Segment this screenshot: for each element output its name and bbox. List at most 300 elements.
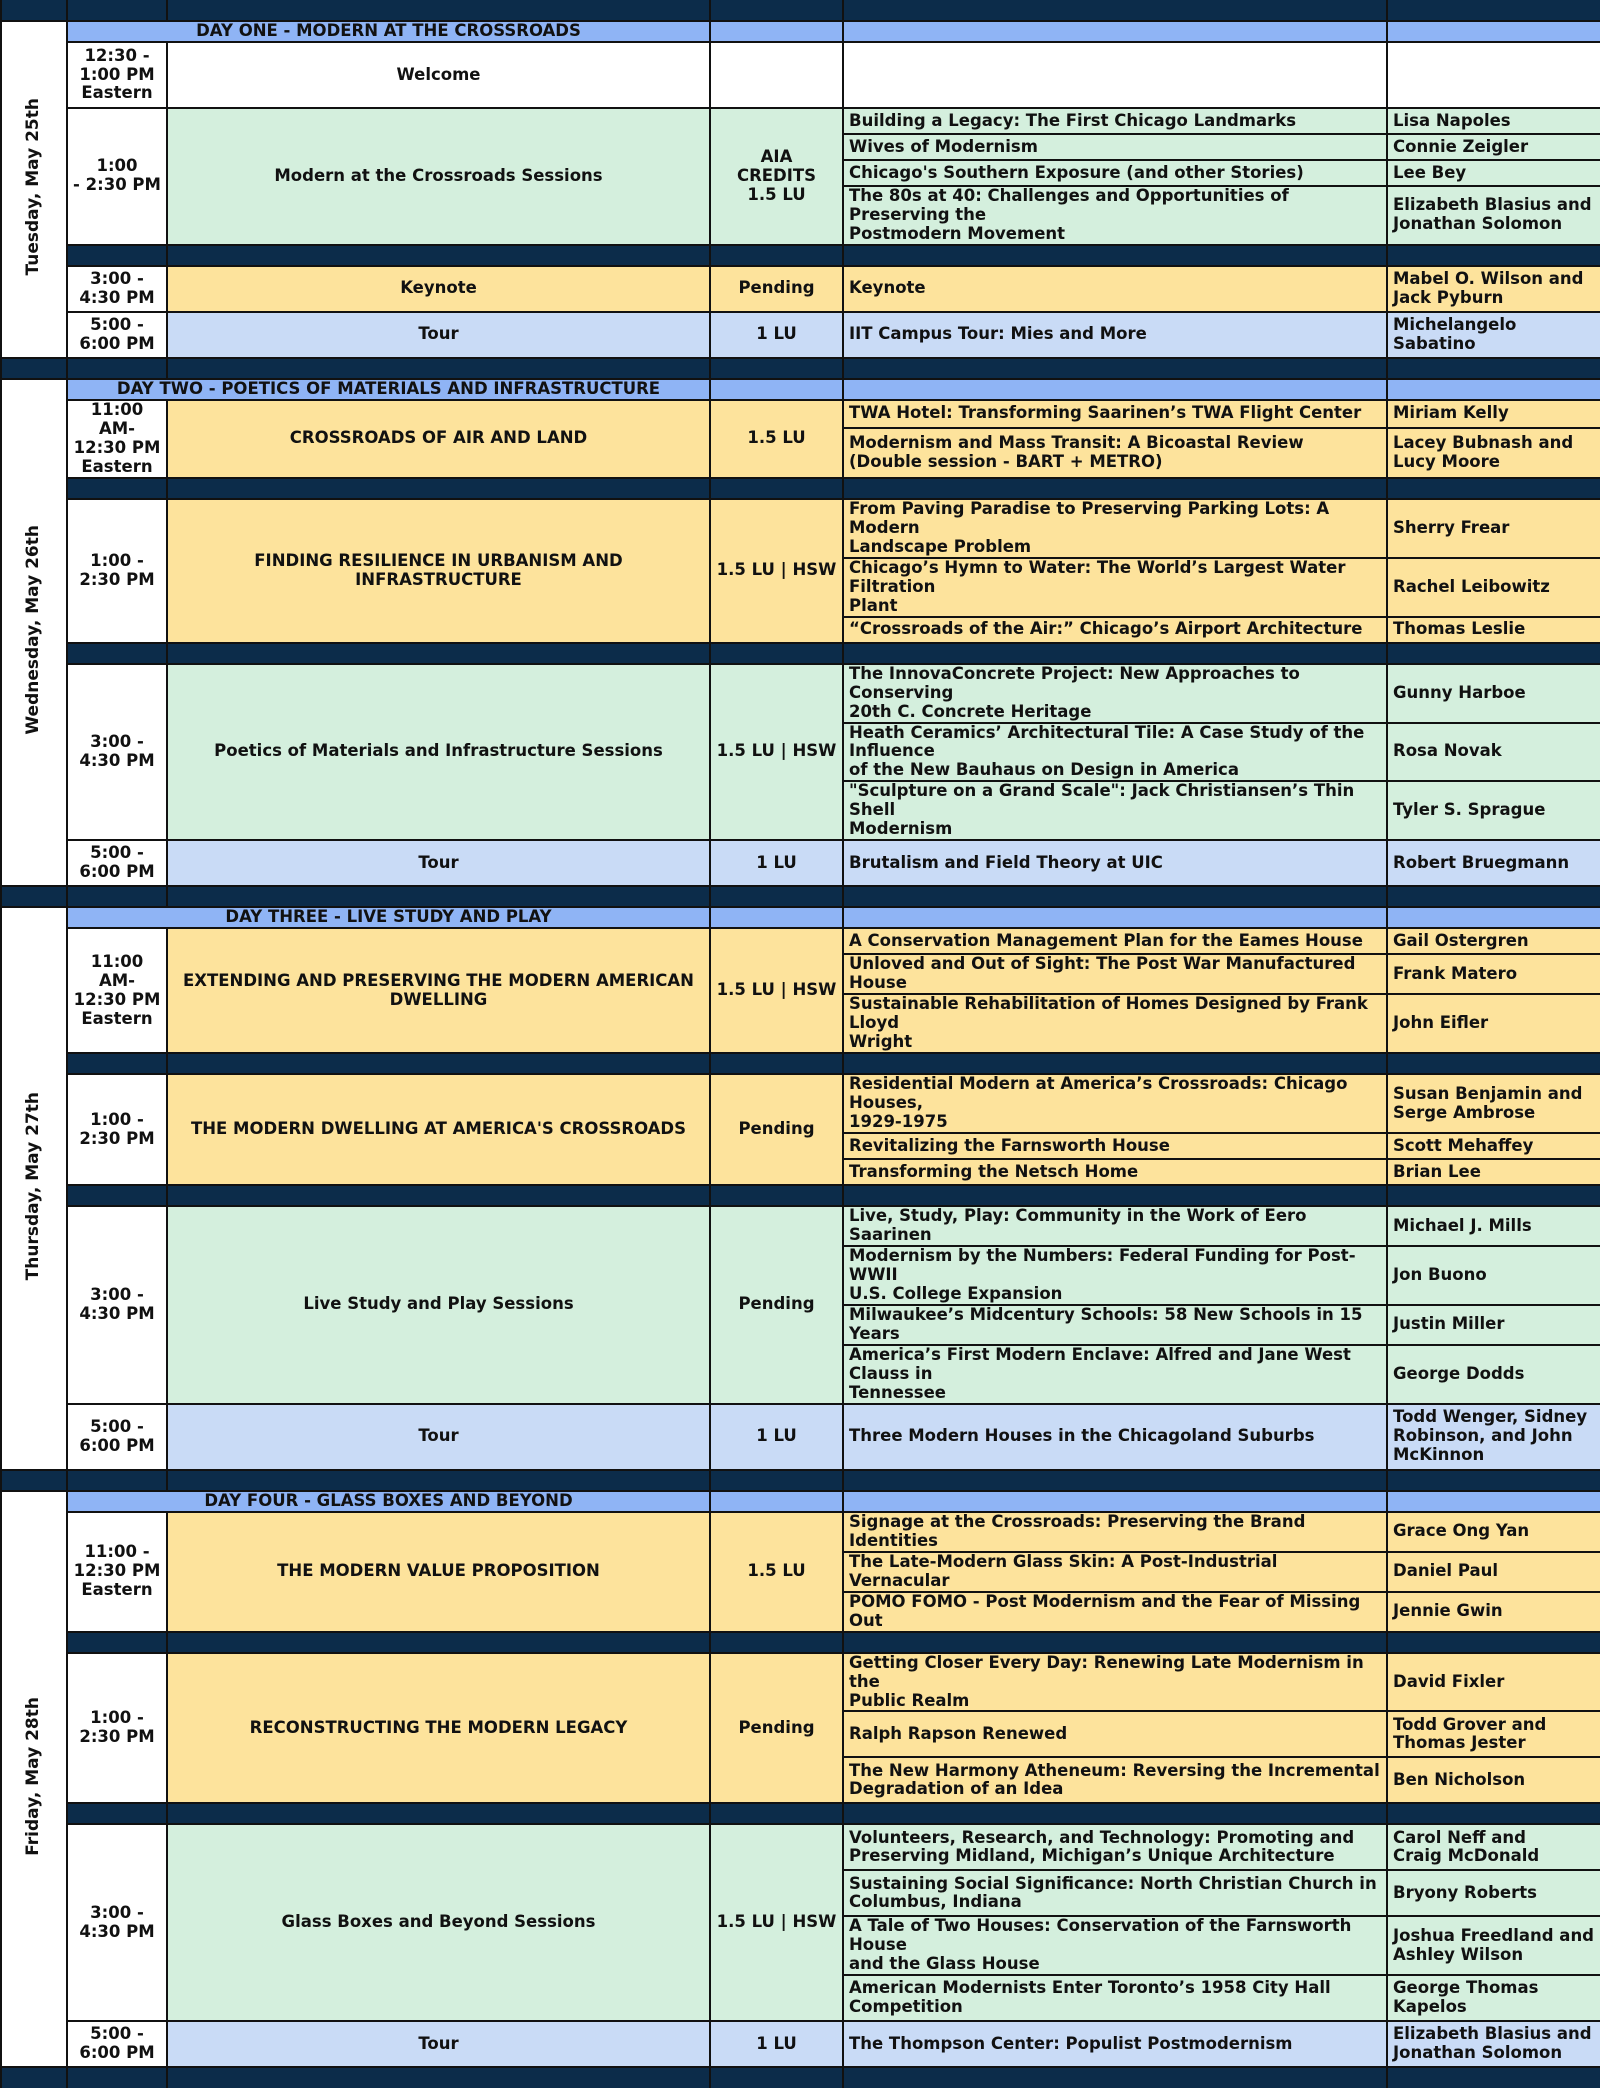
text-line: Sherry Frear — [1393, 517, 1510, 537]
block-title-text: Glass Boxes and Beyond Sessions — [281, 1912, 596, 1932]
speaker-name — [1387, 160, 1600, 186]
session-title — [843, 134, 1387, 160]
separator-cell — [843, 643, 1387, 664]
session-title — [843, 312, 1387, 358]
text-line: Elizabeth Blasius and — [1393, 2024, 1592, 2044]
block-title — [167, 1512, 710, 1632]
text-line: Robinson, and John — [1393, 1426, 1573, 1446]
text-line: Elizabeth Blasius and — [1393, 195, 1592, 215]
separator-cell — [67, 2067, 167, 2088]
speaker-name — [1387, 1305, 1600, 1345]
block-title-text: Poetics of Materials and Infrastructure Sessions — [214, 741, 663, 761]
day-label: Friday, May 28th — [23, 1697, 44, 1856]
separator-cell — [67, 245, 167, 266]
session-title — [843, 1975, 1387, 2021]
day-header-fill — [710, 379, 843, 400]
block-title-text: RECONSTRUCTING THE MODERN LEGACY — [249, 1717, 628, 1737]
text-line: 1:00 - — [90, 1708, 144, 1728]
separator-cell — [167, 886, 710, 907]
text-line: Jonathan Solomon — [1393, 214, 1563, 234]
text-line: Eastern — [81, 456, 153, 476]
text-line: Scott Mehaffey — [1393, 1135, 1534, 1155]
text-line: Ralph Rapson Renewed — [849, 1723, 1068, 1743]
separator-cell — [710, 478, 843, 499]
separator-cell — [167, 0, 710, 21]
text-line: 4:30 PM — [79, 287, 155, 307]
text-line: Rosa Novak — [1393, 741, 1502, 761]
text-line: Unloved and Out of Sight: The Post War Manufactured House — [849, 954, 1356, 993]
separator-cell — [1387, 2067, 1600, 2088]
separator-cell — [1387, 358, 1600, 379]
session-title — [843, 266, 1387, 312]
text-line: George Thomas — [1393, 1978, 1539, 1998]
block-title-text: Modern at the Crossroads Sessions — [274, 165, 603, 185]
text-line: Landscape Problem — [849, 536, 1032, 556]
separator-cell — [67, 1803, 167, 1824]
block-title-text: THE MODERN DWELLING AT AMERICA'S CROSSROADS — [190, 1119, 687, 1139]
text-line: Susan Benjamin and — [1393, 1083, 1583, 1103]
credits-text: 1 LU — [756, 1426, 797, 1446]
text-line: 5:00 - — [90, 314, 144, 334]
time-cell — [67, 1206, 167, 1404]
day-header-fill — [1387, 21, 1600, 42]
text-line: Lucy Moore — [1393, 451, 1500, 471]
separator-cell — [1387, 1185, 1600, 1206]
text-line: 1:00 - — [90, 1109, 144, 1129]
session-row — [1, 928, 1600, 954]
credits-cell — [710, 840, 843, 886]
text-line: Revitalizing the Farnsworth House — [849, 1135, 1170, 1155]
session-title — [843, 42, 1387, 108]
text-line: Lisa Napoles — [1393, 110, 1511, 130]
speaker-name — [1387, 1711, 1600, 1757]
separator-cell — [67, 0, 167, 21]
credits-cell — [710, 2021, 843, 2067]
session-row — [1, 664, 1600, 723]
day-header — [67, 907, 710, 928]
credits-cell — [710, 400, 843, 478]
separator-cell — [1387, 886, 1600, 907]
speaker-name — [1387, 108, 1600, 134]
separator-cell — [843, 245, 1387, 266]
separator-cell — [1387, 1053, 1600, 1074]
session-title — [843, 108, 1387, 134]
text-line: Michelangelo Sabatino — [1393, 314, 1517, 353]
block-title — [167, 928, 710, 1053]
speaker-name — [1387, 499, 1600, 558]
session-title — [843, 1916, 1387, 1975]
text-line: Daniel Paul — [1393, 1561, 1499, 1581]
text-line: (Double session - BART + METRO) — [849, 451, 1163, 471]
speaker-name — [1387, 1345, 1600, 1404]
text-line: Chicago's Southern Exposure (and other Stories) — [849, 162, 1304, 182]
block-title-text: CROSSROADS OF AIR AND LAND — [289, 428, 588, 448]
text-line: "Sculpture on a Grand Scale": Jack Christiansen’s Thin Shell — [849, 781, 1355, 820]
credits-text: AIA CREDITS 1.5 LU — [736, 147, 817, 204]
session-title — [843, 1757, 1387, 1803]
credits-cell — [710, 108, 843, 245]
credits-cell — [710, 1074, 843, 1185]
session-title — [843, 1133, 1387, 1159]
credits-cell — [710, 1824, 843, 2021]
text-line: Thomas Jester — [1393, 1733, 1526, 1753]
speaker-name — [1387, 1159, 1600, 1185]
day-header-fill — [710, 907, 843, 928]
separator-cell — [1387, 643, 1600, 664]
day-header-row — [1, 907, 1600, 928]
block-title — [167, 664, 710, 841]
credits-text: 1.5 LU | HSW — [716, 1912, 837, 1932]
text-line: 6:00 PM — [79, 1435, 155, 1455]
separator-cell — [843, 2067, 1387, 2088]
time-cell — [67, 499, 167, 643]
time-cell — [67, 1074, 167, 1185]
text-line: 6:00 PM — [79, 333, 155, 353]
time-cell — [67, 2021, 167, 2067]
separator-cell — [167, 1632, 710, 1653]
text-line: Volunteers, Research, and Technology: Promoting and — [849, 1827, 1355, 1847]
text-line: The New Harmony Atheneum: Reversing the Incremental — [849, 1760, 1380, 1780]
separator-cell — [167, 2067, 710, 2088]
text-line: 4:30 PM — [79, 1921, 155, 1941]
time-cell — [67, 266, 167, 312]
text-line: The 80s at 40: Challenges and Opportunities of Preserving the — [849, 186, 1289, 224]
time-cell — [67, 1653, 167, 1804]
separator-cell — [710, 2067, 843, 2088]
text-line: Craig McDonald — [1393, 1846, 1540, 1866]
separator-cell — [167, 478, 710, 499]
block-title-text: Tour — [418, 324, 459, 344]
time-cell — [67, 664, 167, 841]
day-header-fill — [1387, 1491, 1600, 1512]
text-line: The Late-Modern Glass Skin: A Post-Industrial Vernacular — [849, 1551, 1278, 1590]
session-row — [1, 1404, 1600, 1470]
text-line: Gunny Harboe — [1393, 682, 1526, 702]
separator-cell — [67, 643, 167, 664]
text-line: Chicago’s Hymn to Water: The World’s Largest Water Filtration — [849, 557, 1346, 596]
speaker-name — [1387, 928, 1600, 954]
session-title — [843, 1824, 1387, 1870]
time-cell — [67, 840, 167, 886]
text-line: 11:00 AM- — [90, 399, 144, 438]
text-line: Eastern — [81, 83, 153, 103]
text-line: Eastern — [81, 1008, 153, 1028]
block-title-text: THE MODERN VALUE PROPOSITION — [277, 1561, 600, 1581]
credits-text: 1.5 LU | HSW — [716, 741, 837, 761]
day-label: Tuesday, May 25th — [23, 98, 44, 276]
separator-cell — [1387, 478, 1600, 499]
session-title — [843, 1206, 1387, 1246]
session-title — [843, 617, 1387, 643]
text-line: 12:30 PM — [73, 437, 161, 457]
session-title — [843, 781, 1387, 840]
session-title — [843, 160, 1387, 186]
block-title-text: Tour — [418, 2033, 459, 2053]
day-header-fill — [843, 907, 1387, 928]
speaker-name — [1387, 186, 1600, 245]
separator-cell — [1387, 1470, 1600, 1491]
session-title — [843, 1246, 1387, 1305]
text-line: Heath Ceramics’ Architectural Tile: A Case Study of the Influence — [849, 722, 1365, 761]
text-line: and the Glass House — [849, 1954, 1040, 1974]
block-title-text: Tour — [418, 1426, 459, 1446]
block-title — [167, 42, 710, 108]
speaker-name — [1387, 1512, 1600, 1552]
separator-cell — [1387, 245, 1600, 266]
text-line: 1929-1975 — [849, 1112, 948, 1132]
separator-cell — [67, 358, 167, 379]
text-line: American Modernists Enter Toronto’s 1958 City Hall Competition — [849, 1978, 1331, 2017]
text-line: Mabel O. Wilson and — [1393, 268, 1584, 288]
day-header-fill — [710, 1491, 843, 1512]
text-line: Residential Modern at America’s Crossroads: Chicago Houses, — [849, 1074, 1348, 1113]
block-title-text: EXTENDING AND PRESERVING THE MODERN AMERICAN DWELLING — [183, 970, 694, 1009]
text-line: Eastern — [81, 1580, 153, 1600]
credits-text: 1.5 LU — [747, 1561, 806, 1581]
text-line: Jennie Gwin — [1393, 1601, 1503, 1621]
session-title — [843, 1552, 1387, 1592]
separator-cell — [1387, 1632, 1600, 1653]
session-title — [843, 664, 1387, 723]
separator-cell — [710, 1632, 843, 1653]
separator-cell — [167, 1185, 710, 1206]
text-line: David Fixler — [1393, 1671, 1505, 1691]
credits-text: Pending — [738, 1294, 815, 1314]
block-title — [167, 1824, 710, 2021]
text-line: Lacey Bubnash and — [1393, 432, 1574, 452]
text-line: Todd Wenger, Sidney — [1393, 1407, 1588, 1427]
speaker-name — [1387, 617, 1600, 643]
session-title — [843, 928, 1387, 954]
text-line: Robert Bruegmann — [1393, 852, 1570, 872]
separator-cell — [167, 245, 710, 266]
day-header-title: DAY THREE - LIVE STUDY AND PLAY — [225, 907, 552, 927]
credits-cell — [710, 1404, 843, 1470]
session-row — [1, 2021, 1600, 2067]
text-line: 4:30 PM — [79, 1303, 155, 1323]
day-label: Thursday, May 27th — [23, 1091, 44, 1281]
credits-cell — [710, 312, 843, 358]
text-line: Grace Ong Yan — [1393, 1521, 1530, 1541]
speaker-name — [1387, 266, 1600, 312]
text-line: From Paving Paradise to Preserving Parking Lots: A Modern — [849, 498, 1330, 537]
session-title — [843, 994, 1387, 1053]
text-line: Bryony Roberts — [1393, 1882, 1537, 1902]
credits-cell — [710, 664, 843, 841]
separator-cell — [843, 1803, 1387, 1824]
day-header-fill — [843, 21, 1387, 42]
text-line: 12:30 - — [84, 45, 150, 65]
block-title — [167, 1206, 710, 1404]
separator-cell — [843, 1185, 1387, 1206]
session-row — [1, 499, 1600, 558]
separator-cell — [710, 0, 843, 21]
text-line: “Crossroads of the Air:” Chicago’s Airport Architecture — [849, 619, 1363, 639]
session-title — [843, 499, 1387, 558]
separator-cell — [167, 1470, 710, 1491]
separator-row — [1, 358, 1600, 379]
text-line: Plant — [849, 595, 898, 615]
text-line: McKinnon — [1393, 1445, 1485, 1465]
block-title — [167, 499, 710, 643]
text-line: 1:00 - — [90, 550, 144, 570]
text-line: Kapelos — [1393, 1997, 1467, 2017]
session-row — [1, 1074, 1600, 1133]
text-line: Live, Study, Play: Community in the Work of Eero Saarinen — [849, 1206, 1307, 1245]
text-line: - 2:30 PM — [73, 175, 161, 195]
separator-cell — [710, 1053, 843, 1074]
text-line: Tennessee — [849, 1382, 946, 1402]
session-title — [843, 1512, 1387, 1552]
session-title — [843, 1870, 1387, 1916]
day-header-row — [1, 1491, 1600, 1512]
text-line: Jon Buono — [1393, 1264, 1487, 1284]
separator-row — [1, 1470, 1600, 1491]
day-label-cell — [1, 1491, 67, 2068]
block-title — [167, 2021, 710, 2067]
day-header-title: DAY TWO - POETICS OF MATERIALS AND INFRASTRUCTURE — [116, 378, 661, 398]
text-line: Columbus, Indiana — [849, 1892, 1022, 1912]
session-title — [843, 186, 1387, 245]
separator-cell — [843, 1470, 1387, 1491]
text-line: Michael J. Mills — [1393, 1215, 1532, 1235]
session-title — [843, 1592, 1387, 1632]
text-line: Ashley Wilson — [1393, 1944, 1524, 1964]
text-line: Preserving Midland, Michigan’s Unique Architecture — [849, 1846, 1335, 1866]
speaker-name — [1387, 994, 1600, 1053]
day-header-title: DAY ONE - MODERN AT THE CROSSROADS — [196, 21, 581, 41]
time-cell — [67, 928, 167, 1053]
text-line: 2:30 PM — [79, 1128, 155, 1148]
separator-cell — [67, 1470, 167, 1491]
text-line: 11:00 AM- — [90, 951, 144, 990]
session-title — [843, 723, 1387, 782]
text-line: 1:00 — [96, 156, 138, 176]
session-title — [843, 400, 1387, 428]
block-title-text: Keynote — [400, 278, 477, 298]
speaker-name — [1387, 312, 1600, 358]
speaker-name — [1387, 1870, 1600, 1916]
text-line: Milwaukee’s Midcentury Schools: 58 New Schools in 15 Years — [849, 1304, 1363, 1343]
separator-cell — [1387, 1803, 1600, 1824]
speaker-name — [1387, 781, 1600, 840]
credits-cell — [710, 1512, 843, 1632]
block-title-text: FINDING RESILIENCE IN URBANISM AND INFRASTRUCTURE — [254, 550, 623, 589]
session-row — [1, 1512, 1600, 1552]
day-header-fill — [843, 1491, 1387, 1512]
text-line: Modernism by the Numbers: Federal Funding for Post-WWII — [849, 1246, 1356, 1284]
text-line: Building a Legacy: The First Chicago Landmarks — [849, 110, 1297, 130]
block-title — [167, 266, 710, 312]
text-line: Three Modern Houses in the Chicagoland Suburbs — [849, 1426, 1315, 1446]
credits-cell — [710, 499, 843, 643]
credits-cell — [710, 42, 843, 108]
credits-cell — [710, 266, 843, 312]
credits-text: 1.5 LU | HSW — [716, 560, 837, 580]
credits-text: Pending — [738, 278, 815, 298]
separator-cell — [1387, 0, 1600, 21]
separator-cell — [1, 2067, 67, 2088]
time-cell — [67, 312, 167, 358]
session-row — [1, 1824, 1600, 1870]
speaker-name — [1387, 664, 1600, 723]
speaker-name — [1387, 1246, 1600, 1305]
separator-row — [1, 1053, 1600, 1074]
session-row — [1, 266, 1600, 312]
text-line: Wives of Modernism — [849, 136, 1038, 156]
text-line: Justin Miller — [1393, 1314, 1505, 1334]
text-line: TWA Hotel: Transforming Saarinen’s TWA Flight Center — [849, 403, 1362, 423]
text-line: 6:00 PM — [79, 862, 155, 882]
speaker-name — [1387, 1824, 1600, 1870]
speaker-name — [1387, 1916, 1600, 1975]
speaker-name — [1387, 134, 1600, 160]
text-line: Thomas Leslie — [1393, 619, 1526, 639]
separator-row — [1, 1632, 1600, 1653]
credits-cell — [710, 1206, 843, 1404]
day-header — [67, 21, 710, 42]
text-line: Brian Lee — [1393, 1161, 1481, 1181]
separator-row — [1, 0, 1600, 21]
text-line: 3:00 - — [90, 1284, 144, 1304]
speaker-name — [1387, 428, 1600, 478]
day-label-cell — [1, 379, 67, 886]
day-header-fill — [843, 379, 1387, 400]
text-line: Degradation of an Idea — [849, 1779, 1064, 1799]
text-line: 12:30 PM — [73, 1561, 161, 1581]
text-line: POMO FOMO - Post Modernism and the Fear of Missing Out — [849, 1591, 1361, 1630]
speaker-name — [1387, 2021, 1600, 2067]
session-title — [843, 428, 1387, 478]
text-line: 3:00 - — [90, 268, 144, 288]
block-title — [167, 1074, 710, 1185]
session-title — [843, 1074, 1387, 1133]
text-line: 6:00 PM — [79, 2043, 155, 2063]
credits-cell — [710, 928, 843, 1053]
text-line: Ben Nicholson — [1393, 1769, 1526, 1789]
text-line: 11:00 - — [84, 1542, 150, 1562]
text-line: 5:00 - — [90, 843, 144, 863]
text-line: Carol Neff and — [1393, 1827, 1526, 1847]
speaker-name — [1387, 400, 1600, 428]
session-row — [1, 312, 1600, 358]
separator-cell — [67, 1632, 167, 1653]
credits-text: 1.5 LU — [747, 428, 806, 448]
separator-cell — [67, 1053, 167, 1074]
text-line: 20th C. Concrete Heritage — [849, 701, 1092, 721]
session-title — [843, 1653, 1387, 1712]
text-line: IIT Campus Tour: Mies and More — [849, 324, 1147, 344]
text-line: Modernism — [849, 819, 953, 839]
credits-text: 1 LU — [756, 324, 797, 344]
text-line: Modernism and Mass Transit: A Bicoastal Review — [849, 432, 1304, 452]
text-line: The Thompson Center: Populist Postmodernism — [849, 2033, 1293, 2053]
day-label-cell — [1, 907, 67, 1469]
session-title — [843, 2021, 1387, 2067]
text-line: Wright — [849, 1032, 913, 1052]
text-line: Rachel Leibowitz — [1393, 576, 1550, 596]
text-line: The InnovaConcrete Project: New Approaches to Conserving — [849, 663, 1300, 702]
text-line: Transforming the Netsch Home — [849, 1161, 1139, 1181]
text-line: 2:30 PM — [79, 569, 155, 589]
text-line: Postmodern Movement — [849, 223, 1066, 243]
session-row — [1, 42, 1600, 108]
speaker-name — [1387, 840, 1600, 886]
session-title — [843, 1305, 1387, 1345]
block-title-text: Welcome — [396, 64, 481, 84]
day-header-fill — [1387, 907, 1600, 928]
text-line: U.S. College Expansion — [849, 1283, 1063, 1303]
